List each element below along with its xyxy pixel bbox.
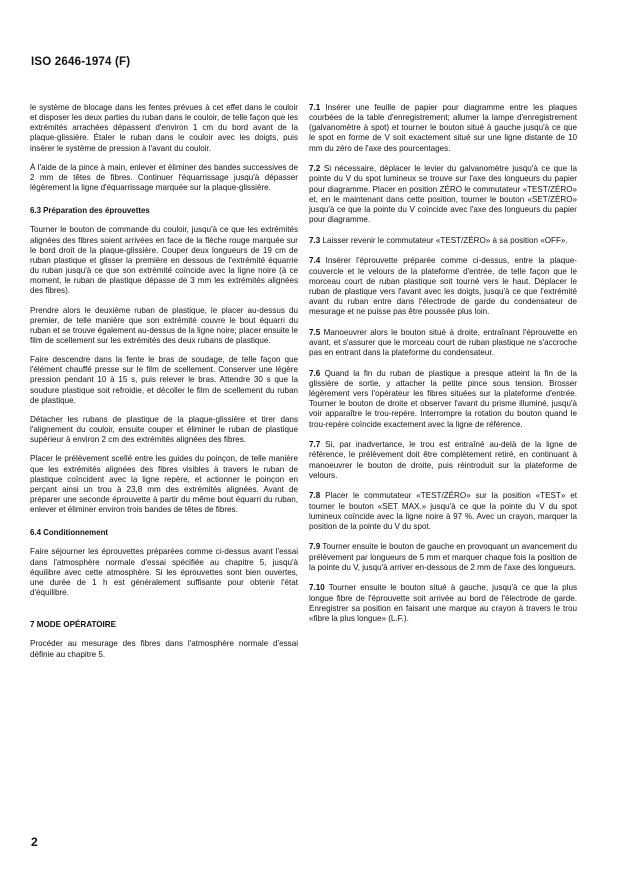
item-text: Laisser revenir le commutateur «TEST/ZÉRO» à sa position «OFF». [322,235,568,245]
paragraph: À l'aide de la pince à main, enlever et éliminer des bandes successives de 2 mm de têtes de fibres. Continuer l'équarrissage jusqu'à dépasser légèrement la ligne d'équarrissage marquée sur la plaque-glissière. [30,162,298,193]
item-text: Si nécessaire, déplacer le levier du galvanomètre jusqu'à ce que la pointe du V du spot lumineux se trouve sur l'axe des longueurs du papier pour diagramme. Placer en position ZÉRO le commutateur «TEST/ZÉRO» et, en le maintenant dans cette position, tourner le bouton «SET/ZÉRO» jusqu'à ce que la pointe du V coïncide avec l'axe des longueurs du papier pour diagramme. [309,164,577,225]
item-number: 7.6 [309,368,321,378]
item-number: 7.1 [309,103,321,112]
numbered-item [309,328,577,358]
numbered-item [309,440,577,481]
left-column [30,103,298,669]
item-number: 7.7 [309,440,321,450]
item-text: Tourner ensuite le bouton de gauche en provoquant un avancement du prélèvement par longueurs de 5 mm et marquer chaque fois la position de la pointe du V, jusqu'à arriver en-dessous de 2 mm de l'axe des longueurs. [309,542,577,572]
paragraph: Faire séjourner les éprouvettes préparées comme ci-dessus avant l'essai dans l'atmosphère normale d'essai spécifiée au chapitre 5, jusqu'à équilibre avec cette atmosphère. Si les éprouvettes sont bien ouvertes, une durée de 1 h est généralement suffisante pour obtenir l'état d'équilibre. [30,547,298,598]
item-number: 7.4 [309,256,321,266]
paragraph: Placer le prélèvement scellé entre les guides du poinçon, de telle manière que les extrémités alignées des fibres visibles à travers le ruban de plastique coïncident avec la ligne repère, et actionner le poinçon en perçant ainsi un trou à 23,8 mm des extrémités alignées. Avant de préparer une seconde éprouvette à partir du même bout équarri du ruban, enlever et éliminer environ trois bandes de têtes de fibres. [30,454,298,515]
section-heading-7: 7 MODE OPÉRATOIRE [30,620,117,630]
item-number: 7.10 [309,583,325,593]
numbered-item [309,236,577,246]
numbered-item [309,164,577,225]
section-heading-6-3: 6.3 Préparation des éprouvettes [30,206,150,216]
item-number: 7.9 [309,542,321,552]
paragraph: Détacher les rubans de plastique de la plaque-glissière et tirer dans l'alignement du couloir, ensuite couper et éliminer le ruban de plastique supérieur à environ 2 cm des extrémités alignées des fibres. [30,414,298,445]
numbered-item [309,491,577,532]
paragraph: Faire descendre dans la fente le bras de soudage, de telle façon que l'élément chauffé presse sur le film de scellement. Conserver une légère pression pendant 10 à 15 s, puis relever le bras. Attendre 30 s que la soudure plastique soit refroidie, et décoller le film de scellement du ruban de plastique. [30,355,298,405]
item-text: Quand la fin du ruban de plastique a presque atteint la fin de la glissière de sortie, y attacher la petite pince sous tension. Brosser légèrement vers l'opérateur les fibres situées sur la plateforme d'entrée. Tourner le bouton de droite et observer l'avant du prisme illuminé, jusqu'à voir apparaître le trou-repère. Interrompre la rotation du bouton quand le trou-repère coïncide exactement avec la ligne de référence. [309,368,578,429]
numbered-item [309,256,577,317]
paragraph: Tourner le bouton de commande du couloir, jusqu'à ce que les extrémités alignées des fibres soient arrivées en face de la flèche rouge marquée sur le bord droit de la plaque-glissière. Couper deux longueurs de 19 cm de ruban plastique et glisser la première en dessous de l'extrémité équarrie du ruban jusqu'à ce que son extrémité coïncide avec la ligne noire (à ce moment, le ruban de plastique dépasse de 3 mm les extrémités alignées des fibres). [30,225,298,296]
section-heading-6-4: 6.4 Conditionnement [30,528,109,538]
item-number: 7.5 [309,327,321,337]
item-text: Si, par inadvertance, le trou est entraîné au-delà de la ligne de référence, le prélèvement doit être complètement retiré, en continuant à manoeuvrer le bouton de droite, puis réintroduit sur la plateforme de velours. [309,440,578,480]
right-column [309,103,577,635]
numbered-item [309,583,577,624]
numbered-item [309,103,577,154]
item-text: Insérer l'éprouvette préparée comme ci-dessus, entre la plaque-couvercle et le velours de la plateforme d'entrée, de telle façon que le morceau court de ruban plastique soit tourné vers le haut. Déplacer le ruban de plastique vers l'avant avec les doigts, jusqu'à ce que l'extrémité avant du ruban entre dans l'électrode de garde du condensateur de mesurage et ne puisse pas être poussée plus loin. [309,256,577,317]
numbered-item [309,369,577,430]
item-text: Placer le commutateur «TEST/ZÉRO» sur la position «TEST» et tourner le bouton «SET MAX.» jusqu'à ce que la pointe du V du spot lumineux coïncide avec la ligne noire à 97 %. Avec un crayon, marquer la position de la pointe du V du spot. [309,491,577,531]
item-text: Insérer une feuille de papier pour diagramme entre les plaques courbées de la table d'enregistrement; allumer la lampe d'enregistrement (galvanomètre à spot) et tourner le bouton situé à gauche jusqu'à ce que le spot en forme de V soit exactement situé sur une ligne distante de 10 mm du zéro de l'axe des pourcentages. [309,103,577,153]
item-number: 7.8 [309,491,321,501]
item-number: 7.3 [309,235,321,245]
page-number: 2 [31,835,38,849]
item-text: Tourner ensuite le bouton situé à gauche, jusqu'à ce que la plus longue fibre de l'éprouvette soit arrivée au bord de l'électrode de garde. Enregistrer sa position en faisant une marque au crayon à travers le trou «fibre la plus longue» (L.F.). [309,583,577,623]
document-header: ISO 2646-1974 (F) [31,56,131,68]
paragraph: Prendre alors le deuxième ruban de plastique, le placer au-dessus du premier, de telle manière que son extrémité couvre le bout équarri du ruban et se trouve également au-dessus de la ligne noire; placer ensuite le film de scellement sur les extrémités des deux rubans de plastique. [30,305,298,345]
item-text: Manoeuvrer alors le bouton situé à droite, entraînant l'éprouvette en avant, et s'assurer que le morceau court de ruban plastique ne s'accroche pas en entrant dans la plateforme du condensateur. [309,327,577,358]
item-number: 7.2 [309,164,321,174]
numbered-item [309,542,577,572]
paragraph: le système de blocage dans les fentes prévues à cet effet dans le couloir et disposer les deux parties du ruban dans le couloir, de telle façon que les extrémités arrachées dépassent d'environ 1 cm du bord avant de la plaque-glissière. Étaler le ruban dans le couloir avec les doigts, puis insérer le système de pression à l'avant du couloir. [30,103,298,153]
paragraph: Procéder au mesurage des fibres dans l'atmosphère normale d'essai définie au chapitre 5. [30,639,298,659]
